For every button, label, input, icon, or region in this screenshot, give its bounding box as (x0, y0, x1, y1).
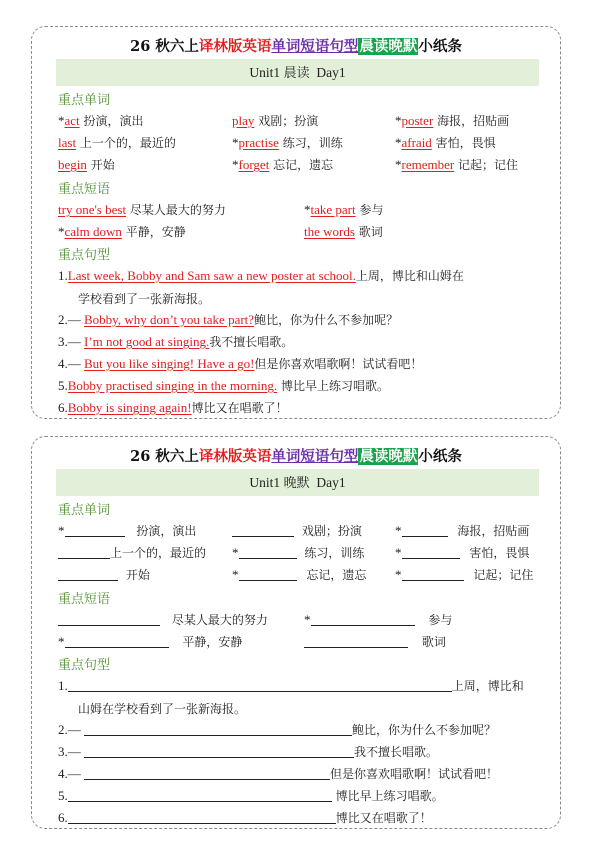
phrase-item: *calm down 平静，安静 (58, 224, 186, 239)
word-item: *forget 忘记，遗忘 (232, 157, 334, 172)
words-heading: 重点单词 (58, 503, 111, 518)
sentence-blank-5[interactable]: 5. 博比早上练习唱歌。 (58, 788, 444, 803)
word-blank-item[interactable]: 戏剧；扮演 (232, 521, 362, 541)
word-blank-item[interactable]: * 练习，训练 (232, 545, 365, 560)
title-prefix: 26 秋六上 (130, 38, 199, 55)
sentence-2: 2.— Bobby, why don’t you take part?鲍比，你为什么不参加呢？ (58, 312, 399, 327)
word-row (32, 521, 560, 541)
unit-band (56, 469, 539, 496)
word-blank-item[interactable]: 上一个的，最近的 (58, 543, 206, 563)
word-item: begin 开始 (58, 157, 115, 172)
title-content-type: 单词短语句型 (271, 38, 359, 55)
word-row (32, 111, 560, 131)
title-suffix: 小纸条 (418, 38, 462, 55)
card-title (32, 445, 560, 466)
word-item: last 上一个的，最近的 (58, 135, 176, 150)
word-blank-item[interactable]: * 海报，招贴画 (395, 523, 530, 538)
title-content-type: 单词短语句型 (271, 448, 359, 465)
word-item: *poster 海报，招贴画 (395, 113, 510, 128)
sentence-blank-2[interactable]: 2.— 鲍比，你为什么不参加呢？ (58, 722, 497, 737)
answer-blank (239, 545, 297, 559)
word-item: *practise 练习，训练 (232, 135, 343, 150)
band-day: Day1 (309, 65, 346, 80)
sentence-blank-3[interactable]: 3.— 我不擅长唱歌。 (58, 744, 439, 759)
answer-blank (402, 523, 448, 537)
sentence-blank-4[interactable]: 4.— 但是你喜欢唱歌啊！试试看吧！ (58, 766, 499, 781)
answer-blank (402, 567, 464, 581)
sentence-5: 5.Bobby practised singing in the morning. 博比早上练习唱歌。 (58, 378, 389, 393)
unit-band (56, 59, 539, 86)
answer-blank (68, 810, 336, 824)
sentence-blank-1-cont: 山姆在学校看到了一张新海报。 (78, 702, 247, 716)
evening-dictation-card (31, 436, 561, 829)
answer-blank (68, 678, 452, 692)
answer-blank (304, 634, 408, 648)
answer-blank (84, 744, 354, 758)
title-publisher: 译林版英语 (198, 38, 272, 55)
word-row (32, 565, 560, 585)
title-publisher: 译林版英语 (198, 448, 272, 465)
answer-blank (68, 788, 332, 802)
word-blank-item[interactable]: * 扮演，演出 (58, 523, 197, 538)
morning-reading-card (31, 26, 561, 419)
word-item: *afraid 害怕，畏惧 (395, 135, 496, 150)
band-unit: Unit1 (249, 65, 284, 80)
word-item: *remember 记起；记住 (395, 157, 519, 172)
sentences-heading: 重点句型 (58, 248, 111, 263)
sentences-heading: 重点句型 (58, 658, 111, 673)
band-day: Day1 (309, 475, 346, 490)
answer-blank (239, 567, 297, 581)
band-mode: 晚默 (283, 476, 310, 491)
title-mode: 晨读晚默 (359, 38, 418, 55)
word-row (32, 133, 560, 153)
phrase-blank-item[interactable]: * 参与 (304, 612, 453, 627)
band-unit: Unit1 (249, 475, 284, 490)
band-mode: 晨读 (283, 66, 310, 81)
sentence-1: 1.Last week, Bobby and Sam saw a new poster at school.上周，博比和山姆在 (58, 268, 464, 283)
sentence-1-cont: 学校看到了一张新海报。 (78, 292, 211, 306)
word-item: *act 扮演，演出 (58, 113, 144, 128)
phrase-item: the words 歌词 (304, 224, 383, 239)
phrase-row (32, 610, 560, 630)
title-suffix: 小纸条 (418, 448, 462, 465)
answer-blank (58, 567, 118, 581)
answer-blank (402, 545, 460, 559)
answer-blank (65, 523, 125, 537)
sentence-4: 4.— But you like singing! Have a go!但是你喜欢唱歌啊！试试看吧！ (58, 356, 423, 371)
phrase-blank-item[interactable]: 尽某人最大的努力 (58, 610, 268, 630)
word-row (32, 543, 560, 563)
phrase-row (32, 200, 560, 220)
words-heading: 重点单词 (58, 93, 111, 108)
phrase-row (32, 632, 560, 652)
sentence-blank-1[interactable]: 1. 上周，博比和 (58, 678, 524, 693)
phrase-blank-item[interactable]: * 平静，安静 (58, 634, 243, 649)
word-blank-item[interactable]: 开始 (58, 565, 150, 585)
phrases-heading: 重点短语 (58, 182, 111, 197)
answer-blank (65, 634, 169, 648)
phrase-row (32, 222, 560, 242)
sentence-6: 6.Bobby is singing again!博比又在唱歌了！ (58, 400, 288, 415)
phrase-blank-item[interactable]: 歌词 (304, 632, 446, 652)
word-item: play 戏剧；扮演 (232, 113, 319, 128)
answer-blank (311, 612, 415, 626)
word-blank-item[interactable]: * 记起；记住 (395, 567, 534, 582)
phrase-item: try one's best 尽某人最大的努力 (58, 202, 226, 217)
answer-blank (58, 545, 110, 559)
phrase-item: *take part 参与 (304, 202, 384, 217)
answer-blank (58, 612, 160, 626)
word-blank-item[interactable]: * 害怕，畏惧 (395, 545, 530, 560)
word-row (32, 155, 560, 175)
answer-blank (84, 766, 330, 780)
answer-blank (84, 722, 352, 736)
sentence-blank-6[interactable]: 6. 博比又在唱歌了！ (58, 810, 432, 825)
answer-blank (232, 523, 294, 537)
card-title (32, 35, 560, 56)
sentence-3: 3.— I’m not good at singing.我不擅长唱歌。 (58, 334, 294, 349)
title-mode: 晨读晚默 (359, 448, 418, 465)
word-blank-item[interactable]: * 忘记，遗忘 (232, 567, 367, 582)
phrases-heading: 重点短语 (58, 592, 111, 607)
title-prefix: 26 秋六上 (130, 448, 199, 465)
